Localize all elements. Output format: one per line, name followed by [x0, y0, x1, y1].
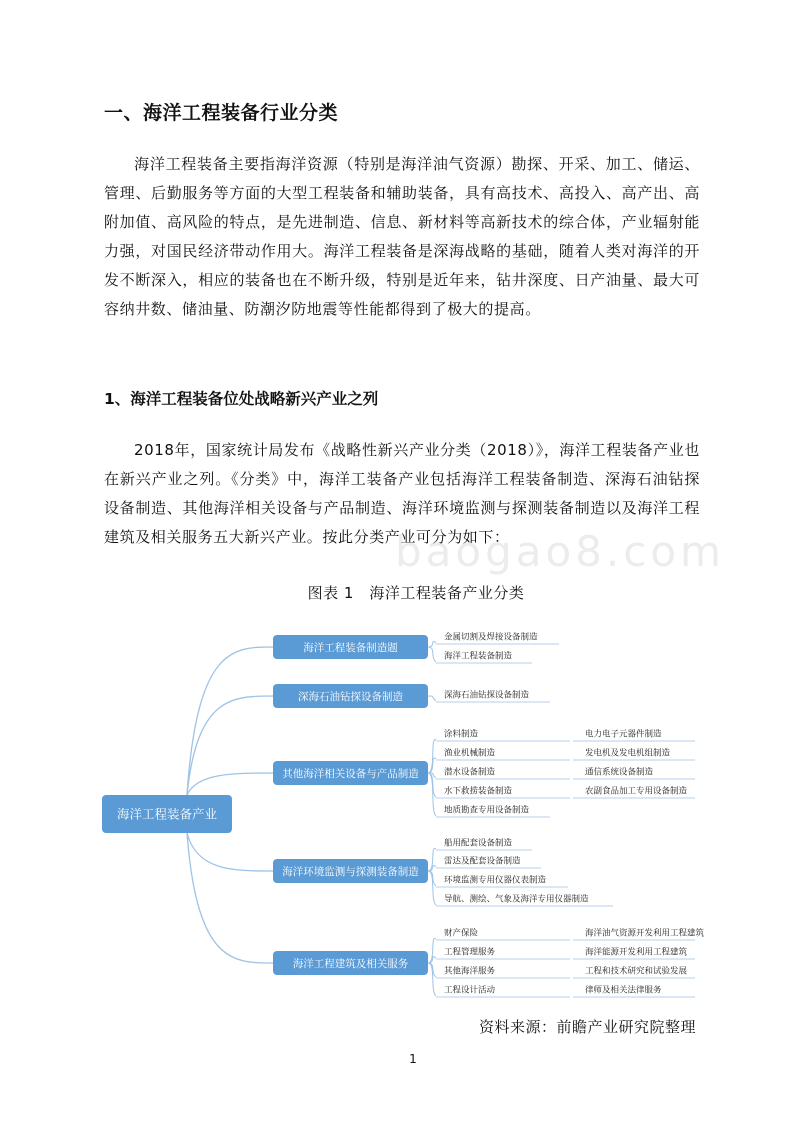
leaf-label: 海洋工程装备制造: [444, 651, 513, 662]
leaf-label: 深海石油钻探设备制造: [444, 690, 530, 701]
leaf-label: 工程管理服务: [444, 947, 496, 958]
leaf-label: 地质勘查专用设备制造: [444, 805, 530, 816]
leaf-connector: [428, 641, 436, 647]
branch-node-label: 海洋工程装备制造题: [303, 642, 398, 654]
figure-caption: 图表 1 海洋工程装备产业分类: [307, 584, 525, 602]
leaf-label: 律师及相关法律服务: [585, 985, 662, 996]
connector-line: [187, 833, 273, 871]
leaf-label: 其他海洋服务: [444, 966, 496, 977]
page-number: 1: [409, 1052, 417, 1066]
leaf-label: 潜水设备制造: [444, 767, 496, 778]
branch-node-label: 深海石油钻探设备制造: [298, 691, 403, 703]
leaf-label: 海洋油气资源开发利用工程建筑: [585, 928, 705, 939]
leaf-label: 渔业机械制造: [444, 748, 496, 759]
leaf-label: 通信系统设备制造: [585, 767, 654, 778]
leaf-label: 金属切割及焊接设备制造: [444, 632, 538, 643]
leaf-label: 雷达及配套设备制造: [444, 856, 521, 867]
leaf-label: 工程设计活动: [444, 985, 496, 996]
branch-node-label: 海洋工程建筑及相关服务: [292, 958, 409, 970]
leaf-label: 水下救捞装备制造: [444, 786, 513, 797]
branch-node-label: 海洋环境监测与探测装备制造: [282, 866, 419, 878]
branch-node-label: 其他海洋相关设备与产品制造: [282, 768, 419, 780]
leaf-label: 发电机及发电机组制造: [585, 748, 671, 759]
leaf-label: 船用配套设备制造: [444, 838, 513, 849]
leaf-connector: [428, 848, 436, 871]
section-heading: 一、海洋工程装备行业分类: [104, 102, 339, 124]
leaf-connector: [428, 938, 436, 963]
leaf-connector: [428, 871, 436, 905]
leaf-connector: [428, 696, 436, 701]
classification-paragraph: 2018年，国家统计局发布《战略性新兴产业分类（2018）》，海洋工程装备产业也在新兴产业之列。《分类》中，海洋工装备产业包括海洋工程装备制造、深海石油钻探设备制造、其他海洋相关设备与产品制造、海洋环境监测与探测装备制造以及海洋工程建筑及相关服务五大新兴产业。按此分类产业可分为如下：: [104, 441, 700, 546]
subsection-heading: 1、海洋工程装备位处战略新兴产业之列: [104, 390, 379, 408]
connector-line: [187, 773, 273, 795]
watermark: baogao8.com: [395, 527, 725, 576]
leaf-label: 环境监测专用仪器仪表制造: [444, 875, 547, 886]
leaf-label: 导航、测绘、气象及海洋专用仪器制造: [444, 894, 589, 905]
root-node-label: 海洋工程装备产业: [116, 806, 218, 822]
source-note: 资料来源：前瞻产业研究院整理: [478, 1018, 696, 1036]
connector-line: [187, 833, 273, 963]
leaf-label: 工程和技术研究和试验发展: [585, 966, 688, 977]
leaf-label: 农副食品加工专用设备制造: [585, 786, 688, 797]
connector-line: [187, 696, 273, 795]
intro-paragraph: 海洋工程装备主要指海洋资源（特别是海洋油气资源）勘探、开采、加工、储运、管理、后勤服务等方面的大型工程装备和辅助装备，具有高技术、高投入、高产出、高附加值、高风险的特点，是先进制造、信息、新材料等高新技术的综合体，产业辐射能力强，对国民经济带动作用大。海洋工程装备是深海战略的基础，随着人类对海洋的开发不断深入，相应的装备也在不断升级，特别是近年来，钻井深度、日产油量、最大可容纳井数、储油量、防潮汐防地震等性能都得到了极大的提高。: [104, 155, 700, 318]
leaf-label: 海洋能源开发利用工程建筑: [585, 947, 688, 958]
leaf-connector: [428, 963, 436, 996]
leaf-label: 财产保险: [444, 928, 479, 939]
leaf-label: 涂料制造: [444, 729, 479, 740]
leaf-connector: [428, 647, 436, 662]
leaf-label: 电力电子元器件制造: [585, 729, 662, 740]
